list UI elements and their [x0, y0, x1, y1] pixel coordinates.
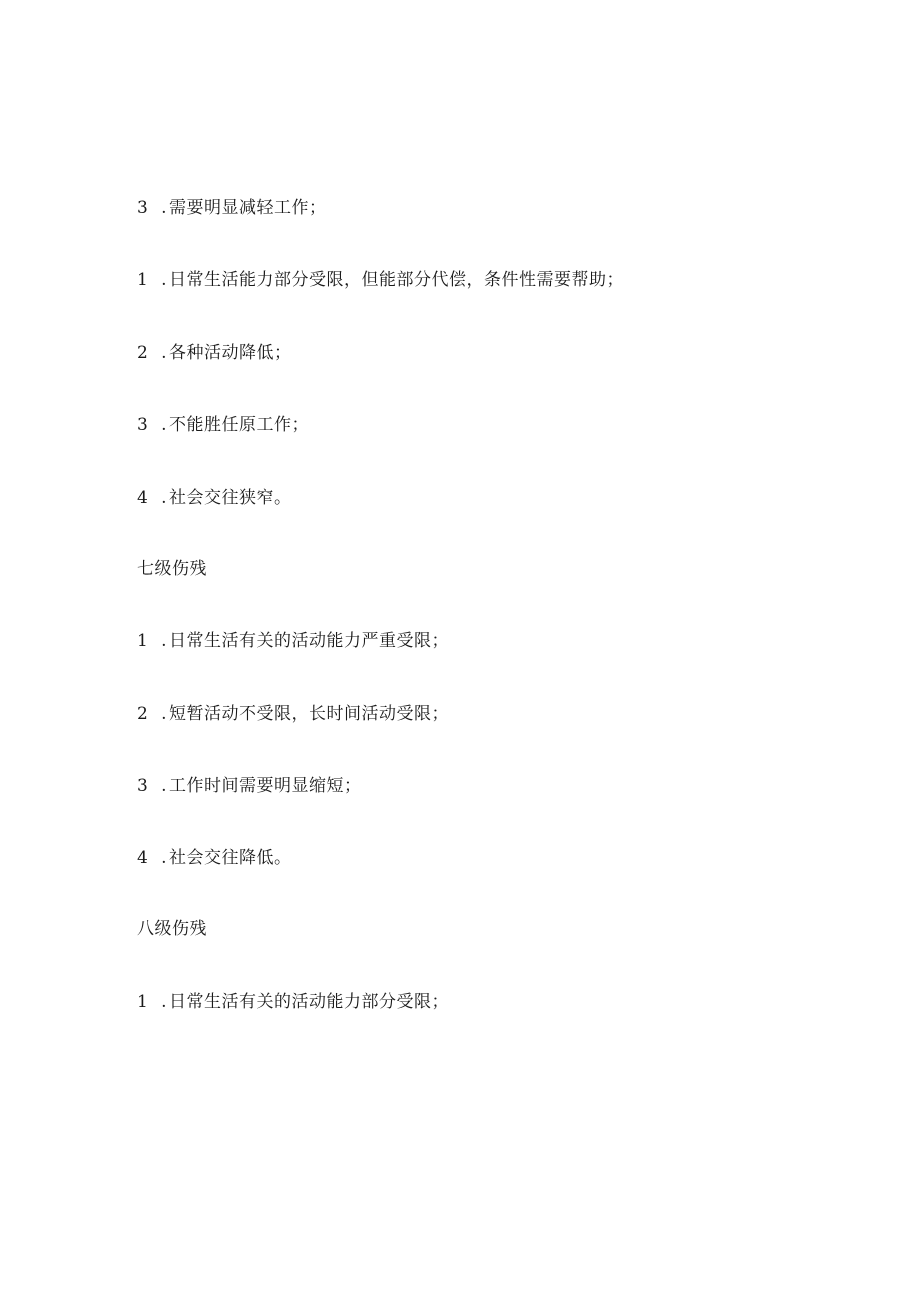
item-number: 4 — [137, 848, 149, 868]
list-item — [137, 341, 292, 365]
item-separator: . — [161, 992, 167, 1012]
item-text: 社会交往降低。 — [169, 848, 292, 868]
item-separator: . — [161, 704, 167, 724]
item-text: 需要明显减轻工作； — [169, 198, 327, 218]
item-number: 3 — [137, 776, 149, 796]
item-text: 日常生活能力部分受限，但能部分代偿，条件性需要帮助； — [169, 270, 624, 290]
item-number: 3 — [137, 198, 149, 218]
item-number: 2 — [137, 343, 149, 363]
item-number: 3 — [137, 415, 149, 435]
list-item — [137, 774, 362, 798]
item-number: 1 — [137, 270, 149, 290]
item-text: 各种活动降低； — [169, 343, 292, 363]
list-item — [137, 702, 449, 726]
section-heading: 八级伤残 — [137, 919, 207, 939]
item-separator: . — [161, 343, 167, 363]
item-separator: . — [161, 415, 167, 435]
item-number: 1 — [137, 992, 149, 1012]
list-item — [137, 629, 449, 653]
item-text: 工作时间需要明显缩短； — [169, 776, 362, 796]
list-item — [137, 846, 292, 870]
item-separator: . — [161, 270, 167, 290]
list-item — [137, 486, 292, 510]
item-text: 不能胜任原工作； — [169, 415, 309, 435]
item-separator: . — [161, 848, 167, 868]
list-item — [137, 413, 309, 437]
item-text: 短暂活动不受限，长时间活动受限； — [169, 704, 449, 724]
section-heading: 七级伤残 — [137, 559, 207, 579]
item-separator: . — [161, 776, 167, 796]
item-number: 1 — [137, 631, 149, 651]
item-text: 日常生活有关的活动能力严重受限； — [169, 631, 449, 651]
item-number: 2 — [137, 704, 149, 724]
list-item — [137, 196, 327, 220]
list-item — [137, 990, 449, 1014]
list-item — [137, 268, 624, 292]
item-text: 社会交往狭窄。 — [169, 488, 292, 508]
item-separator: . — [161, 631, 167, 651]
item-separator: . — [161, 488, 167, 508]
item-number: 4 — [137, 488, 149, 508]
item-separator: . — [161, 198, 167, 218]
item-text: 日常生活有关的活动能力部分受限； — [169, 992, 449, 1012]
